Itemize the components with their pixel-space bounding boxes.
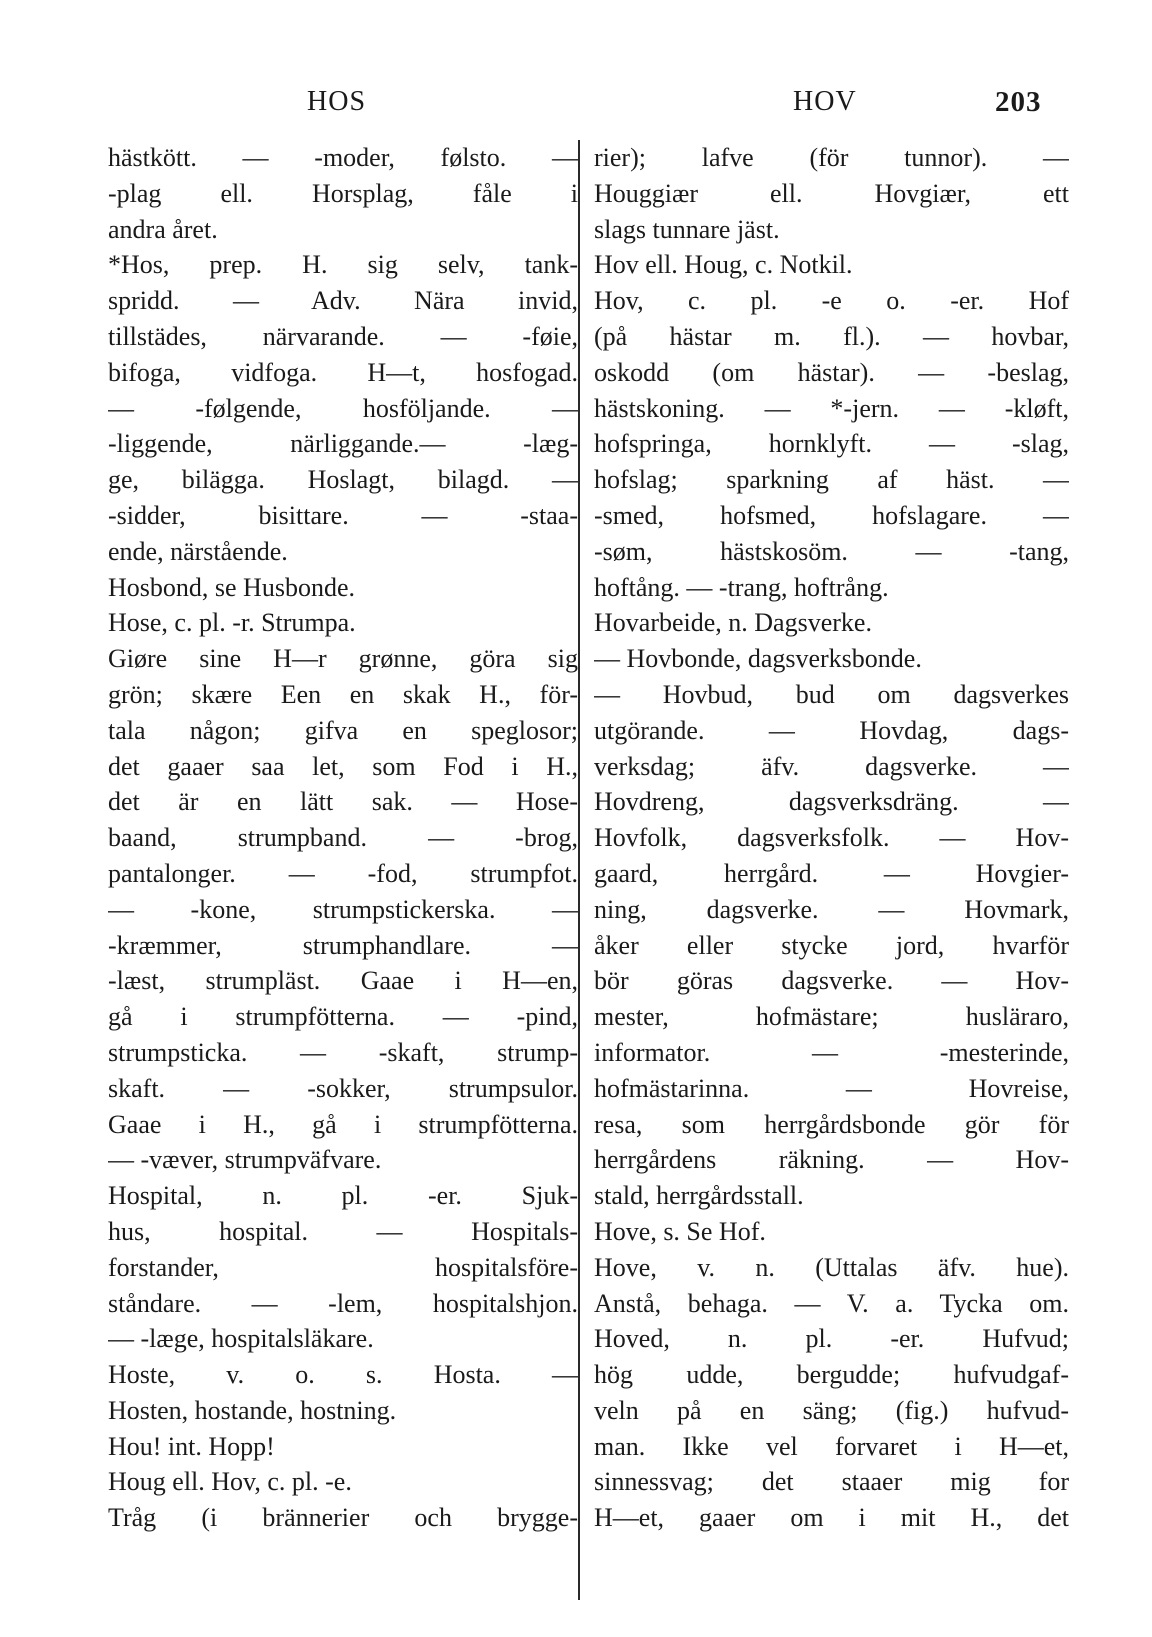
dictionary-line: åker eller stycke jord, hvarför — [594, 930, 1069, 960]
dictionary-line: bör göras dagsverke. — Hov- — [594, 966, 1069, 996]
dictionary-line: Gaae i H., gå i strumpfötterna. — [108, 1109, 578, 1139]
dictionary-line: pantalonger. — -fod, strumpfot. — [108, 858, 578, 888]
dictionary-line: baand, strumpband. — -brog, — [108, 823, 578, 853]
dictionary-line: Tråg (i brännerier och brygge- — [108, 1503, 578, 1533]
header-left-guide-word: HOS — [307, 86, 367, 117]
dictionary-line: hofmästarinna. — Hovreise, — [594, 1073, 1069, 1103]
dictionary-line: Hospital, n. pl. -er. Sjuk- — [108, 1181, 578, 1211]
dictionary-line: ståndare. — -lem, hospitalshjon. — [108, 1288, 578, 1318]
dictionary-line: bifoga, vidfoga. H—t, hosfogad. — [108, 357, 578, 387]
dictionary-line: slags tunnare jäst. — [594, 214, 780, 244]
dictionary-line: Hosbond, se Husbonde. — [108, 572, 355, 602]
dictionary-line: hus, hospital. — Hospitals- — [108, 1216, 578, 1246]
dictionary-line: hoftång. — -trang, hoftrång. — [594, 572, 889, 602]
dictionary-line: gaard, herrgård. — Hovgier- — [594, 858, 1069, 888]
dictionary-line: ge, bilägga. Hoslagt, bilagd. — — [108, 465, 578, 495]
dictionary-line: Houggiær ell. Hovgiær, ett — [594, 178, 1069, 208]
dictionary-line: hofspringa, hornklyft. — -slag, — [594, 429, 1069, 459]
dictionary-line: Hou! int. Hopp! — [108, 1431, 275, 1461]
dictionary-line: ende, närstående. — [108, 536, 288, 566]
dictionary-line: Hovfolk, dagsverksfolk. — Hov- — [594, 823, 1069, 853]
dictionary-line: — -følgende, hosföljande. — — [108, 393, 578, 423]
dictionary-line: hofslag; sparkning af häst. — — [594, 465, 1069, 495]
dictionary-line: man. Ikke vel forvaret i H—et, — [594, 1431, 1069, 1461]
dictionary-line: Hov ell. Houg, c. Notkil. — [594, 250, 853, 280]
header-right-guide-word: HOV — [793, 86, 857, 117]
running-header — [0, 86, 1152, 126]
dictionary-line: — -væver, strumpväfvare. — [108, 1145, 382, 1175]
dictionary-line: skaft. — -sokker, strumpsulor. — [108, 1073, 578, 1103]
dictionary-line: gå i strumpfötterna. — -pind, — [108, 1002, 578, 1032]
column-divider — [578, 140, 580, 1600]
dictionary-line: hög udde, bergudde; hufvudgaf- — [594, 1360, 1069, 1390]
dictionary-line: (på hästar m. fl.). — hovbar, — [594, 321, 1069, 351]
dictionary-line: -læst, strumpläst. Gaae i H—en, — [108, 966, 578, 996]
dictionary-line: spridd. — Adv. Nära invid, — [108, 286, 578, 316]
dictionary-line: Giøre sine H—r grønne, göra sig — [108, 644, 578, 674]
dictionary-line: det är en lätt sak. — Hose- — [108, 787, 578, 817]
right-column — [594, 140, 1069, 1536]
dictionary-line: — -kone, strumpstickerska. — — [108, 894, 578, 924]
dictionary-line: grön; skære Een en skak H., för- — [108, 679, 578, 709]
dictionary-line: — -læge, hospitalsläkare. — [108, 1324, 374, 1354]
dictionary-line: -sidder, bisittare. — -staa- — [108, 500, 578, 530]
page-number: 203 — [995, 86, 1042, 118]
dictionary-line: -søm, hästskosöm. — -tang, — [594, 536, 1069, 566]
dictionary-line: rier); lafve (för tunnor). — — [594, 143, 1069, 172]
dictionary-line: ning, dagsverke. — Hovmark, — [594, 894, 1069, 924]
dictionary-line: -liggende, närliggande.— -læg- — [108, 429, 578, 459]
dictionary-line: informator. — -mesterinde, — [594, 1037, 1069, 1067]
dictionary-line: andra året. — [108, 214, 218, 244]
dictionary-line: — Hovbud, bud om dagsverkes — [594, 679, 1069, 709]
dictionary-line: Hosten, hostande, hostning. — [108, 1395, 397, 1425]
dictionary-line: mester, hofmästare; husläraro, — [594, 1002, 1069, 1032]
dictionary-line: Hove, s. Se Hof. — [594, 1216, 766, 1246]
dictionary-line: veln på en säng; (fig.) hufvud- — [594, 1395, 1069, 1425]
dictionary-line: -smed, hofsmed, hofslagare. — — [594, 500, 1069, 530]
dictionary-line: forstander, hospitalsföre- — [108, 1252, 578, 1282]
left-column — [108, 140, 578, 1536]
dictionary-line: Houg ell. Hov, c. pl. -e. — [108, 1467, 352, 1497]
dictionary-line: tillstädes, närvarande. — -føie, — [108, 321, 578, 351]
dictionary-line: Hovdreng, dagsverksdräng. — — [594, 787, 1069, 817]
dictionary-line: -plag ell. Horsplag, fåle i — [108, 178, 578, 208]
dictionary-line: Anstå, behaga. — V. a. Tycka om. — [594, 1288, 1069, 1318]
dictionary-line: Hoved, n. pl. -er. Hufvud; — [594, 1324, 1069, 1354]
dictionary-line: — Hovbonde, dagsverksbonde. — [594, 644, 922, 674]
dictionary-line: resa, som herrgårdsbonde gör för — [594, 1109, 1069, 1139]
dictionary-line: Hoste, v. o. s. Hosta. — — [108, 1360, 578, 1390]
dictionary-line: verksdag; äfv. dagsverke. — — [594, 751, 1069, 781]
dictionary-line: det gaaer saa let, som Fod i H., — [108, 751, 578, 781]
dictionary-line: Hovarbeide, n. Dagsverke. — [594, 608, 872, 638]
dictionary-line: Hove, v. n. (Uttalas äfv. hue). — [594, 1252, 1069, 1282]
dictionary-line: strumpsticka. — -skaft, strump- — [108, 1037, 578, 1067]
dictionary-line: sinnessvag; det staaer mig for — [594, 1467, 1069, 1497]
dictionary-line: *Hos, prep. H. sig selv, tank- — [108, 250, 578, 280]
dictionary-line: hästskoning. — *-jern. — -kløft, — [594, 393, 1069, 423]
dictionary-line: Hose, c. pl. -r. Strumpa. — [108, 608, 356, 638]
dictionary-line: H—et, gaaer om i mit H., det — [594, 1503, 1069, 1533]
dictionary-line: hästkött. — -moder, følsto. — — [108, 143, 578, 172]
dictionary-line: oskodd (om hästar). — -beslag, — [594, 357, 1069, 387]
dictionary-line: Hov, c. pl. -e o. -er. Hof — [594, 286, 1069, 316]
dictionary-line: tala någon; gifva en speglosor; — [108, 715, 578, 745]
dictionary-line: utgörande. — Hovdag, dags- — [594, 715, 1069, 745]
dictionary-line: herrgårdens räkning. — Hov- — [594, 1145, 1069, 1175]
dictionary-line: -kræmmer, strumphandlare. — — [108, 930, 578, 960]
dictionary-line: stald, herrgårdsstall. — [594, 1181, 804, 1211]
